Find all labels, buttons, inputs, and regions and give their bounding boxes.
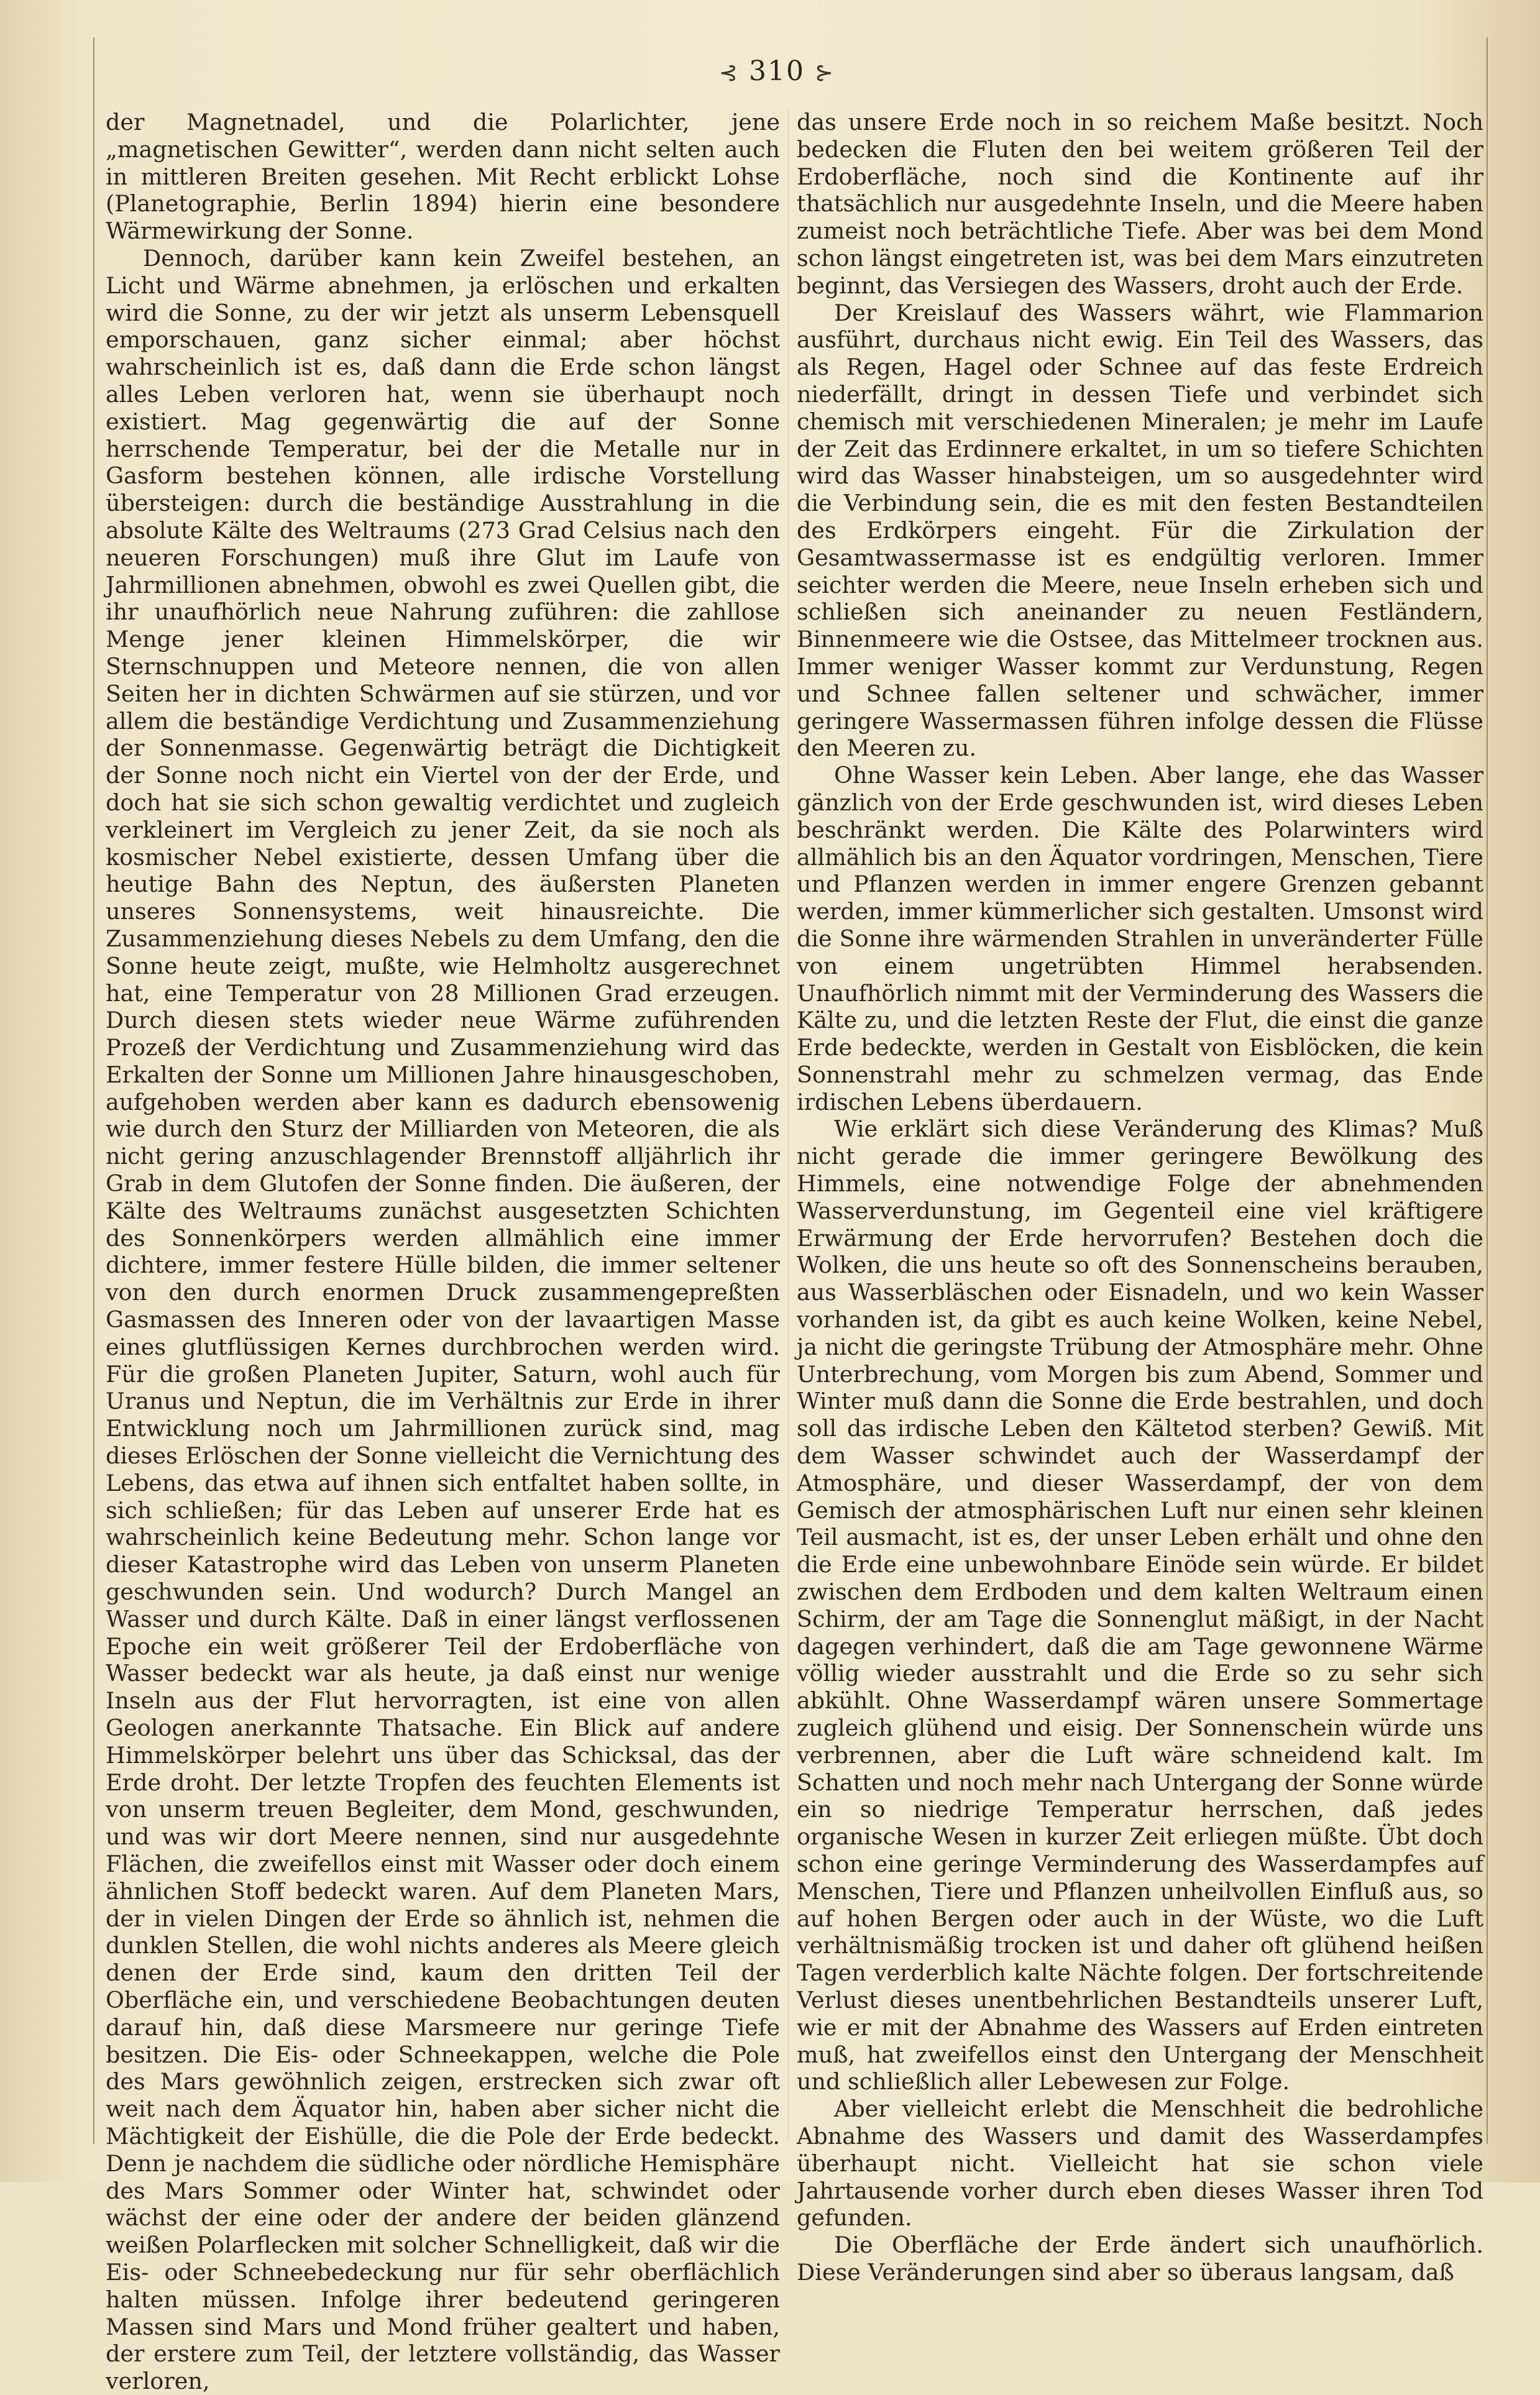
ornament-left-icon: ⊰ bbox=[718, 60, 739, 86]
paragraph: Ohne Wasser kein Leben. Aber lange, ehe das Wasser gänzlich von der Erde geschwunden ist, wird dieses Leben beschränkt werden. Die Kälte des Polarwinters wird allmählich bis an den Äquator vordringen, Menschen, Tiere und Pflanzen werden in immer engere Grenzen gebannt werden, immer kümmerlicher sich gestalten. Umsonst wird die Sonne ihre wärmenden Strahlen in unveränderter Fülle von einem ungetrübten Himmel herabsenden. Unaufhörlich nimmt mit der Verminderung des Wassers die Kälte zu, und die letzten Reste der Flut, die einst die ganze Erde bedeckte, werden in Gestalt von Eisblöcken, die kein Sonnenstrahl mehr zu schmelzen vermag, das Ende irdischen Lebens überdauern. bbox=[797, 762, 1483, 1115]
left-column bbox=[106, 109, 780, 2395]
right-column bbox=[797, 109, 1483, 2286]
paragraph: Wie erklärt sich diese Veränderung des Klimas? Muß nicht gerade die immer geringere Bewölkung des Himmels, eine notwendige Folge der abnehmenden Wasserverdunstung, im Gegenteil eine viel kräftigere Erwärmung der Erde hervorrufen? Bestehen doch die Wolken, die uns heute so oft des Sonnenscheins berauben, aus Wasserbläschen oder Eisnadeln, und wo kein Wasser vorhanden ist, da gibt es auch keine Wolken, keine Nebel, ja nicht die geringste Trübung der Atmosphäre mehr. Ohne Unterbrechung, vom Morgen bis zum Abend, Sommer und Winter muß dann die Sonne die Erde bestrahlen, und doch soll das irdische Leben den Kältetod sterben? Gewiß. Mit dem Wasser schwindet auch der Wasserdampf der Atmosphäre, und dieser Wasserdampf, der von dem Gemisch der atmosphärischen Luft nur einen sehr kleinen Teil ausmacht, ist es, der unser Leben erhält und ohne den die Erde eine unbewohnbare Einöde sein würde. Er bildet zwischen dem Erdboden und dem kalten Weltraum einen Schirm, der am Tage die Sonnenglut mäßigt, in der Nacht dagegen verhindert, daß die am Tage gewonnene Wärme völlig wieder ausstrahlt und die Erde so zu sehr sich abkühlt. Ohne Wasserdampf wären unsere Sommertage zugleich glühend und eisig. Der Sonnenschein würde uns verbrennen, aber die Luft wäre schneidend kalt. Im Schatten und noch mehr nach Untergang der Sonne würde ein so niedrige Temperatur herrschen, daß jedes organische Wesen in kurzer Zeit erliegen müßte. Übt doch schon eine geringe Verminderung des Wasserdampfes auf Menschen, Tiere und Pflanzen unheilvollen Einfluß aus, so auf hohen Bergen oder auch in der Wüste, wo die Luft verhältnismäßig trocken ist und daher oft glühend heißen Tagen verderblich kalte Nächte folgen. Der fortschreitende Verlust dieses unentbehrlichen Bestandteils unserer Luft, wie er mit der Abnahme des Wassers auf Erden eintreten muß, hat zweifellos einst den Untergang der Menschheit und schließlich aller Lebewesen zur Folge. bbox=[797, 1115, 1483, 2095]
page-header bbox=[621, 50, 932, 93]
ornament-right-icon: ⊱ bbox=[814, 60, 835, 86]
paragraph: Der Kreislauf des Wassers währt, wie Flammarion ausführt, durchaus nicht ewig. Ein Teil des Wassers, das als Regen, Hagel oder Schnee auf das feste Erdreich niederfällt, dringt in dessen Tiefe und verbindet sich chemisch mit verschiedenen Mineralen; je mehr im Laufe der Zeit das Erdinnere erkaltet, in um so tiefere Schichten wird das Wasser hinabsteigen, um so ausgedehnter wird die Verbindung sein, die es mit den festen Bestandteilen des Erdkörpers eingeht. Für die Zirkulation der Gesamtwassermasse ist es endgültig verloren. Immer seichter werden die Meere, neue Inseln erheben sich und schließen sich aneinander zu neuen Festländern, Binnenmeere wie die Ostsee, das Mittelmeer trocknen aus. Immer weniger Wasser kommt zur Verdunstung, Regen und Schnee fallen seltener und schwächer, immer geringere Wassermassen führen infolge dessen die Flüsse den Meeren zu. bbox=[797, 299, 1483, 762]
page-number: 310 bbox=[749, 55, 805, 87]
paragraph: Dennoch, darüber kann kein Zweifel bestehen, an Licht und Wärme abnehmen, ja erlöschen und erkalten wird die Sonne, zu der wir jetzt als unserm Lebensquell emporschauen, ganz sicher einmal; aber höchst wahrscheinlich ist es, daß dann die Erde schon längst alles Leben verloren hat, wenn sie überhaupt noch existiert. Mag gegenwärtig die auf der Sonne herrschende Temperatur, bei der die Metalle nur in Gasform bestehen können, alle irdische Vorstellung übersteigen: durch die beständige Ausstrahlung in die absolute Kälte des Weltraums (273 Grad Celsius nach den neueren Forschungen) muß ihre Glut im Laufe von Jahrmillionen abnehmen, obwohl es zwei Quellen gibt, die ihr unaufhörlich neue Nahrung zuführen: die zahllose Menge jener kleinen Himmelskörper, die wir Sternschnuppen und Meteore nennen, die von allen Seiten her in dichten Schwärmen auf sie stürzen, und vor allem die beständige Verdichtung und Zusammenziehung der Sonnenmasse. Gegenwärtig beträgt die Dichtigkeit der Sonne noch nicht ein Viertel von der der Erde, und doch hat sie sich schon gewaltig verdichtet und zugleich verkleinert im Vergleich zu jener Zeit, da sie noch als kosmischer Nebel existierte, dessen Umfang über die heutige Bahn des Neptun, des äußersten Planeten unseres Sonnensystems, weit hinausreichte. Die Zusammenziehung dieses Nebels zu dem Umfang, den die Sonne heute zeigt, mußte, wie Helmholtz ausgerechnet hat, eine Temperatur von 28 Millionen Grad erzeugen. Durch diesen stets wieder neue Wärme zuführenden Prozeß der Verdichtung und Zusammenziehung wird das Erkalten der Sonne um Millionen Jahre hinausgeschoben, aufgehoben werden aber kann es dadurch ebensowenig wie durch den Sturz der Milliarden von Meteoren, die als nicht gering anzuschlagender Brennstoff alljährlich ihr Grab in dem Glutofen der Sonne finden. Die äußeren, der Kälte des Weltraums zunächst ausgesetzten Schichten des Sonnenkörpers werden allmählich eine immer dichtere, immer festere Hülle bilden, die immer seltener von den durch enormen Druck zusammengepreßten Gasmassen des Inneren oder von der lavaartigen Masse eines glutflüssigen Kernes durchbrochen werden wird. Für die großen Planeten Jupiter, Saturn, wohl auch für Uranus und Neptun, die im Verhältnis zur Erde in ihrer Entwicklung noch um Jahrmillionen zurück sind, mag dieses Erlöschen der Sonne vielleicht die Vernichtung des Lebens, das etwa auf ihnen sich entfaltet haben sollte, in sich schließen; für das Leben auf unserer Erde hat es wahrscheinlich keine Bedeutung mehr. Schon lange vor dieser Katastrophe wird das Leben von unserm Planeten geschwunden sein. Und wodurch? Durch Mangel an Wasser und durch Kälte. Daß in einer längst verflossenen Epoche ein weit größerer Teil der Erdoberfläche von Wasser bedeckt war als heute, ja daß einst nur wenige Inseln aus der Flut hervorragten, ist eine von allen Geologen anerkannte Thatsache. Ein Blick auf andere Himmelskörper belehrt uns über das Schicksal, das der Erde droht. Der letzte Tropfen des feuchten Elements ist von unserm treuen Begleiter, dem Mond, geschwunden, und was wir dort Meere nennen, sind nur ausgedehnte Flächen, die zweifellos einst mit Wasser oder doch einem ähnlichen Stoff bedeckt waren. Auf dem Planeten Mars, der in vielen Dingen der Erde so ähnlich ist, nehmen die dunklen Stellen, die wohl nichts anderes als Meere gleich denen der Erde sind, kaum den dritten Teil der Oberfläche ein, und verschiedene Beobachtungen deuten darauf hin, daß diese Marsmeere nur geringe Tiefe besitzen. Die Eis- oder Schneekappen, welche die Pole des Mars gewöhnlich zeigen, erstrecken sich zwar oft weit nach dem Äquator hin, haben aber sicher nicht die Mächtigkeit der Eishülle, die die Pole der Erde bedeckt. Denn je nachdem die südliche oder nördliche Hemisphäre des Mars Sommer oder Winter hat, schwindet oder wächst der eine oder der andere der beiden glänzend weißen Polarflecken mit solcher Schnelligkeit, daß wir die Eis- oder Schneebedeckung nur für sehr oberflächlich halten müssen. Infolge ihrer bedeutend geringeren Massen sind Mars und Mond früher gealtert und haben, der erstere zum Teil, der letztere vollständig, das Wasser verloren, bbox=[106, 244, 780, 2395]
paragraph: das unsere Erde noch in so reichem Maße besitzt. Noch bedecken die Fluten den bei weitem größeren Teil der Erdoberfläche, noch sind die Kontinente auf ihr thatsächlich nur ausgedehnte Inseln, und die Meere haben zumeist noch beträchtliche Tiefe. Aber was bei dem Mond schon längst eingetreten ist, was bei dem Mars einzutreten beginnt, das Versiegen des Wassers, droht auch der Erde. bbox=[797, 109, 1483, 299]
paragraph: Aber vielleicht erlebt die Menschheit die bedrohliche Abnahme des Wassers und damit des Wasserdampfes überhaupt nicht. Vielleicht hat sie schon viele Jahrtausende vorher durch eben dieses Wasser ihren Tod gefunden. bbox=[797, 2095, 1483, 2232]
column-divider bbox=[788, 109, 789, 2141]
paragraph: Die Oberfläche der Erde ändert sich unaufhörlich. Diese Veränderungen sind aber so überaus langsam, daß bbox=[797, 2232, 1483, 2286]
paragraph: der Magnetnadel, und die Polarlichter, jene „magnetischen Gewitter“, werden dann nicht selten auch in mittleren Breiten gesehen. Mit Recht erblickt Lohse (Planetographie, Berlin 1894) hierin eine besondere Wärmewirkung der Sonne. bbox=[106, 109, 780, 245]
